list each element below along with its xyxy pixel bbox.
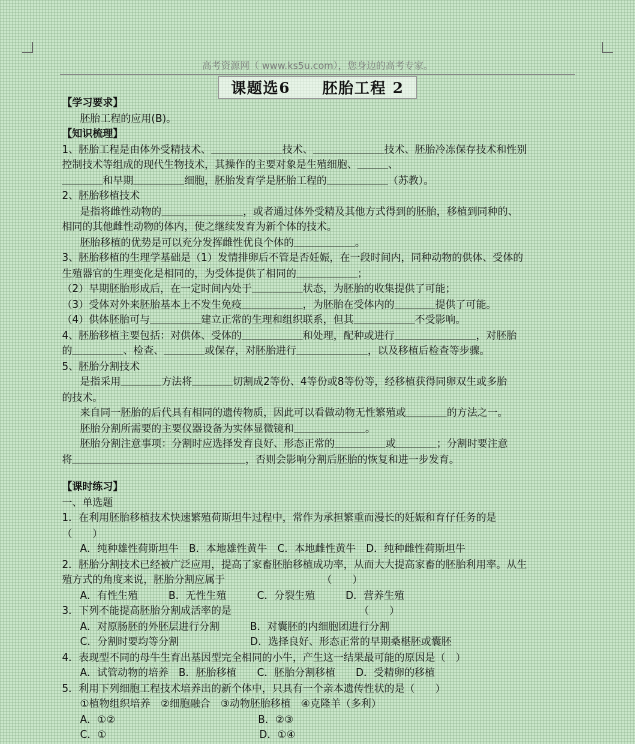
answer-options: ①植物组织培养 ②细胞融合 ③动物胚胎移植 ④克隆羊（多利） xyxy=(80,699,382,710)
question-line: 4．表现型不同的母牛生育出基因型完全相同的小牛，产生这一结果最可能的原因是（ ） xyxy=(62,652,466,664)
body-line: 来自同一胚胎的后代具有相同的遗传物质，因此可以看做动物无性繁殖或＿＿＿＿的方法之一。 xyxy=(80,408,508,419)
question-line: （ ） xyxy=(62,528,103,540)
question-line: 3．下列不能提高胚胎分割成活率的是 （ ） xyxy=(62,606,400,617)
body-line: （4）供体胚胎可与＿＿＿＿＿建立正常的生理和组织联系，但其＿＿＿＿＿＿不受影响。 xyxy=(62,315,466,326)
answer-options: A．试管动物的培养 B．胚胎移植 C．胚胎分割移植 D．受精卵的移植 xyxy=(80,668,435,679)
body-line: 的＿＿＿＿＿、检查、＿＿＿＿或保存，对胚胎进行＿＿＿＿＿＿＿，以及移植后检查等步骤。 xyxy=(62,346,490,357)
header-divider xyxy=(60,74,575,75)
body-line: 将＿＿＿＿＿＿＿＿＿＿＿＿＿＿＿＿＿，否则会影响分割后胚胎的恢复和进一步发育。 xyxy=(62,454,460,466)
answer-options: A．对原肠胚的外胚层进行分割 B．对囊胚的内细胞团进行分割 xyxy=(80,621,390,633)
body-line: 胚胎移植的优势是可以充分发挥雌性优良个体的＿＿＿＿＿＿。 xyxy=(80,237,366,249)
answer-options: C．① D．①④ xyxy=(80,730,296,741)
document-body xyxy=(62,96,577,744)
body-line: （2）早期胚胎形成后，在一定时间内处于＿＿＿＿＿状态，为胚胎的收集提供了可能； xyxy=(62,284,456,295)
answer-options: A．纯种雄性荷斯坦牛 B．本地雄性黄牛 C．本地雌性黄牛 D．纯种雌性荷斯坦牛 xyxy=(80,544,466,555)
body-line: 的技术。 xyxy=(62,392,103,404)
answer-options: A．①② B．②③ xyxy=(80,714,294,726)
body-line: 3、胚胎移植的生理学基础是（1）发情排卵后不管是否妊娠，在一段时间内，同种动物的供体、受体的 xyxy=(62,253,524,264)
section-heading: 【课时练习】 xyxy=(62,482,124,493)
body-line: 胚胎分割注意事项：分割时应选择发育良好、形态正常的＿＿＿＿＿或＿＿＿＿；分割时要注意 xyxy=(80,439,508,450)
body-line: 胚胎工程的应用(B)。 xyxy=(80,113,177,125)
body-line: （3）受体对外来胚胎基本上不发生免疫＿＿＿＿＿＿，为胚胎在受体内的＿＿＿＿提供了可能。 xyxy=(62,299,497,311)
body-line: 1、胚胎工程是由体外受精技术、＿＿＿＿＿＿＿技术、＿＿＿＿＿＿＿技术、胚胎冷冻保存技术和性别 xyxy=(62,144,527,156)
body-line: 相同的其他雌性动物的体内，使之继续发育为新个体的技术。 xyxy=(62,222,338,233)
body-line: 是指采用＿＿＿＿方法将＿＿＿＿切割成2等份、4等份或8等份等，经移植获得同卵双生或多胎 xyxy=(80,377,507,388)
body-line: 是指将雌性动物的＿＿＿＿＿＿＿＿，或者通过体外受精及其他方式得到的胚胎，移植到同种的、 xyxy=(80,206,519,218)
body-line: ＿＿＿＿和早期＿＿＿＿＿细胞，胚胎发育学是胚胎工程的＿＿＿＿＿＿（苏教）。 xyxy=(62,175,434,187)
body-line: 4、胚胎移植主要包括：对供体、受体的＿＿＿＿＿＿和处理，配种或进行＿＿＿＿＿＿＿＿，对胚胎 xyxy=(62,330,517,342)
body-line: 控制技术等组成的现代生物技术，其操作的主要对象是生殖细胞、＿＿＿、 xyxy=(62,160,399,171)
question-line: 殖方式的角度来说，胚胎分割应属于 （ ） xyxy=(62,575,363,586)
blank-line xyxy=(62,468,577,480)
body-line: 2、胚胎移植技术 xyxy=(62,191,140,202)
answer-options: C．分割时要均等分割 D．选择良好、形态正常的早期桑椹胚或囊胚 xyxy=(80,637,452,648)
body-line: 5、胚胎分割技术 xyxy=(62,361,140,373)
section-heading: 【知识梳理】 xyxy=(62,129,124,140)
body-line: 胚胎分割所需要的主要仪器设备为实体显微镜和＿＿＿＿＿＿＿。 xyxy=(80,423,376,435)
question-line: 2．胚胎分割技术已经被广泛应用，提高了家畜胚胎移植成功率，从而大大提高家畜的胚胎利用率。从生 xyxy=(62,559,527,571)
answer-options: A．有性生殖 B．无性生殖 C．分裂生殖 D．营养生殖 xyxy=(80,590,405,602)
body-line: 一、单选题 xyxy=(62,497,113,509)
body-line: 生殖器官的生理变化是相同的，为受体提供了相同的＿＿＿＿＿＿； xyxy=(62,268,368,280)
title-text: 课题选6 胚胎工程 2 xyxy=(218,76,417,99)
question-line: 1．在利用胚胎移植技术快速繁殖荷斯坦牛过程中，常作为承担繁重而漫长的妊娠和育仔任务的是 xyxy=(62,513,497,524)
page-corner-mark xyxy=(22,42,33,53)
question-line: 5．利用下列细胞工程技术培养出的新个体中，只具有一个亲本遗传性状的是（ ） xyxy=(62,683,446,695)
section-heading: 【学习要求】 xyxy=(62,98,124,109)
page-corner-mark xyxy=(602,42,613,53)
page-header: 高考资源网（ www.ks5u.com），您身边的高考专家。 xyxy=(201,61,434,72)
